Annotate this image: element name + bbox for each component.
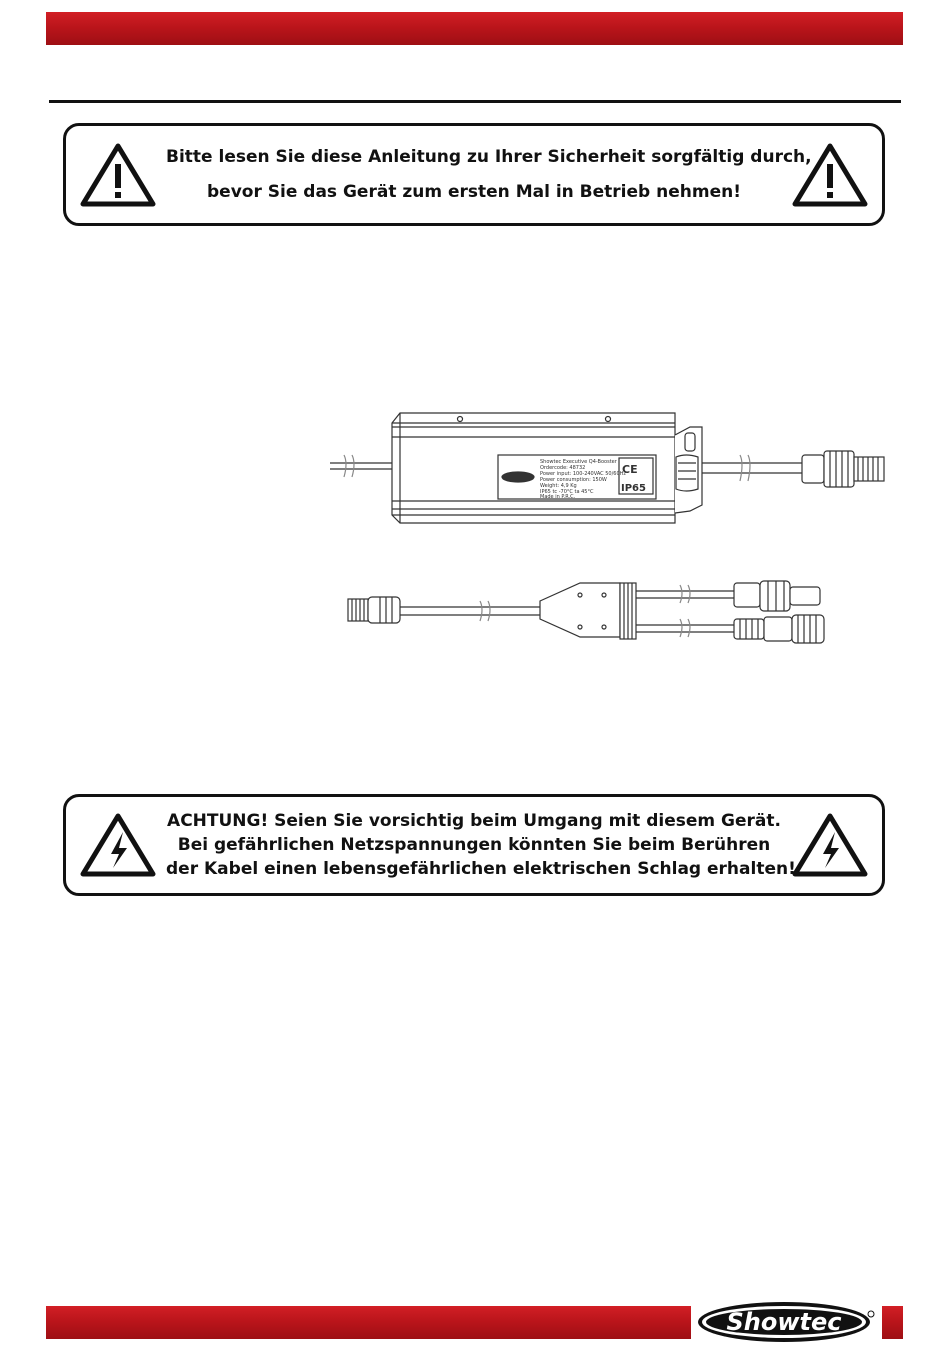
notice-line: ACHTUNG! Seien Sie vorsichtig beim Umgang mit diesem Gerät. <box>167 811 781 831</box>
logo-text: Showtec <box>726 1308 842 1336</box>
footer-band <box>46 1306 691 1339</box>
product-label-line: IP65 tc -70°C ta 45°C <box>540 489 594 495</box>
footer-band-end <box>882 1306 903 1339</box>
notice-line: bevor Sie das Gerät zum ersten Mal in Betrieb nehmen! <box>207 181 741 202</box>
product-label-line: Power consumption: 150W <box>540 477 607 483</box>
notice-line: Bitte lesen Sie diese Anleitung zu Ihrer Sicherheit sorgfältig durch, <box>166 146 812 167</box>
header-band <box>46 12 903 45</box>
safety-notice-electric-shock <box>63 794 885 896</box>
product-label-line: Made in P.R.C. <box>540 494 576 500</box>
product-label-line: Showtec Executive Q4-Booster <box>540 459 617 465</box>
high-voltage-warning-triangle-icon <box>791 812 869 878</box>
high-voltage-warning-triangle-icon <box>79 812 157 878</box>
product-label-line: Weight: 4,9 Kg <box>540 483 577 489</box>
product-label-line: Ordercode: 48732 <box>540 465 586 471</box>
ip-rating: IP65 <box>621 483 646 494</box>
notice-text <box>166 140 812 210</box>
led-driver-illustration <box>330 405 905 535</box>
notice-text <box>166 809 796 881</box>
ce-mark: CE <box>622 463 638 476</box>
notice-line: der Kabel einen lebensgefährlichen elektrischen Schlag erhalten! <box>166 859 796 879</box>
notice-line: Bei gefährlichen Netzspannungen könnten Sie beim Berühren <box>177 835 771 855</box>
product-label-line: Power input: 100-240VAC 50/60Hz <box>540 471 627 477</box>
exclamation-warning-triangle-icon <box>791 142 869 208</box>
safety-notice-read-manual <box>63 123 885 226</box>
header-divider <box>49 100 901 103</box>
showtec-logo <box>694 1299 878 1345</box>
exclamation-warning-triangle-icon <box>79 142 157 208</box>
splitter-cable-illustration <box>340 575 830 660</box>
